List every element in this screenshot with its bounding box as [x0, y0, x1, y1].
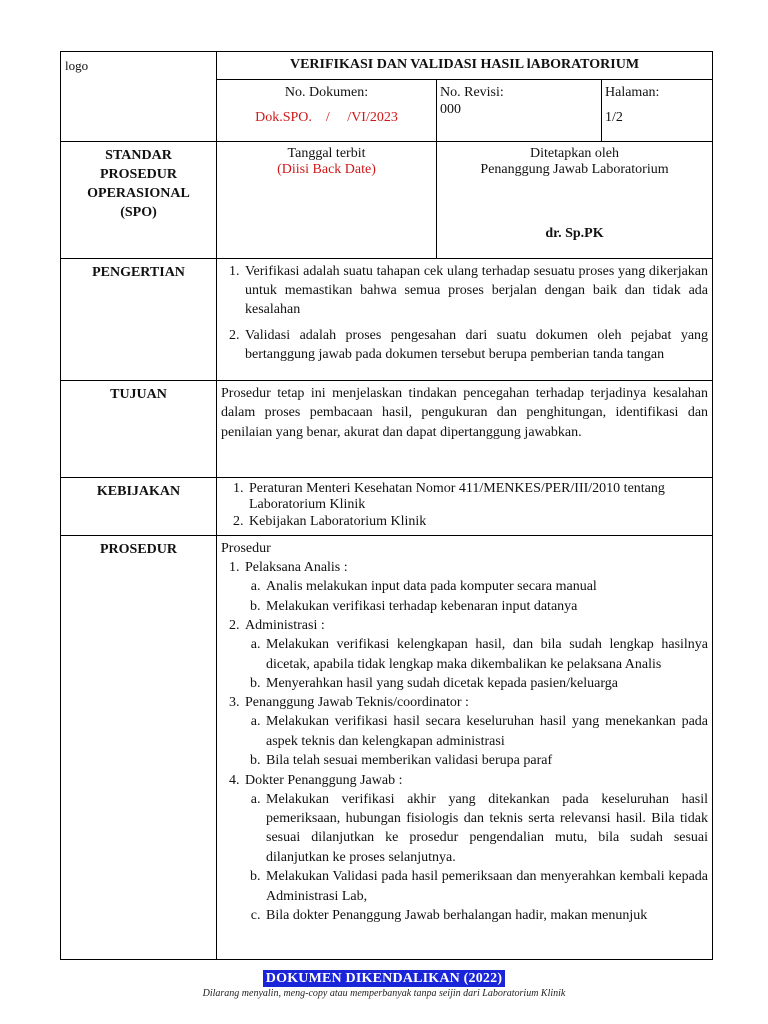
- step-title: Pelaksana Analis :: [245, 560, 348, 576]
- no-dokumen-label: No. Dokumen:: [284, 85, 369, 100]
- tujuan-content: [217, 381, 713, 478]
- spo-label-line: OPERASIONAL: [87, 186, 190, 201]
- tanggal-terbit-value: (Diisi Back Date): [277, 162, 376, 177]
- substep: a. Melakukan verifikasi akhir yang ditekankan pada keseluruhan hasil pemeriksaan, hubungan fisiologis dan teknis serta relevansi hasil. Bila tidak sesuai dilanjutkan ke prosedur pengendalian mutu, bila sudah sesuai dilanjutkan ke proses selanjutnya.: [264, 790, 708, 868]
- spo-label-line: PROSEDUR: [99, 167, 177, 182]
- footer-note: Dilarang menyalin, meng-copy atau memperbanyak tanpa seijin dari Laboratorium Klinik: [202, 988, 566, 999]
- list-item: 1. Peraturan Menteri Kesehatan Nomor 411/MENKES/PER/III/2010 tentang Laboratorium Klinik: [247, 481, 708, 513]
- tujuan-label-cell: [61, 381, 217, 478]
- document-title: VERIFIKASI DAN VALIDASI HASIL lABORATORIUM: [289, 57, 640, 72]
- spo-label-line: STANDAR: [105, 148, 172, 163]
- prosedur-label: PROSEDUR: [99, 542, 177, 557]
- spo-label: [61, 142, 216, 222]
- ditetapkan-value: Penanggung Jawab Laboratorium: [480, 162, 669, 177]
- pengertian-label: PENGERTIAN: [92, 265, 185, 280]
- ditetapkan-label: Ditetapkan oleh: [530, 146, 620, 161]
- substep-list: [245, 635, 708, 693]
- substep-list: [245, 790, 708, 926]
- prosedur-step: [243, 693, 708, 770]
- list-item: 2. Kebijakan Laboratorium Klinik: [247, 513, 708, 531]
- prosedur-intro: Prosedur: [221, 541, 271, 556]
- no-revisi-label: No. Revisi:: [440, 85, 504, 100]
- list-item: 2. Validasi adalah proses pengesahan dari suatu dokumen oleh pejabat yang bertanggung jawab pada dokumen tersebut berupa pemberian tanda tangan: [243, 326, 708, 364]
- substep: b. Melakukan verifikasi terhadap kebenaran input datanya: [264, 597, 708, 616]
- substep: c. Bila dokter Penanggung Jawab berhalangan hadir, makan menunjuk: [264, 906, 708, 925]
- no-dokumen-cell: [217, 80, 437, 142]
- prosedur-steps: [221, 558, 708, 925]
- list-item: 1. Verifikasi adalah suatu tahapan cek ulang terhadap sesuatu proses yang dikerjakan untuk memastikan bahwa semua proses berjalan dengan baik dan tidak ada kesalahan: [243, 262, 708, 319]
- substep: a. Analis melakukan input data pada komputer secara manual: [264, 577, 708, 596]
- title-cell: [217, 52, 713, 80]
- substep: b. Melakukan Validasi pada hasil pemeriksaan dan menyerahkan kembali kepada Administrasi Lab,: [264, 867, 708, 906]
- no-revisi-value: 000: [440, 102, 461, 117]
- signatory: dr. Sp.PK: [545, 226, 604, 241]
- no-dokumen-value: Dok.SPO. / /VI/2023: [255, 110, 398, 125]
- ditetapkan-cell: [437, 142, 713, 259]
- tujuan-label: TUJUAN: [110, 387, 167, 402]
- pengertian-list: [221, 262, 708, 364]
- prosedur-label-cell: [61, 536, 217, 960]
- spo-table: [60, 51, 713, 960]
- logo: logo: [65, 58, 89, 73]
- substep-list: [245, 712, 708, 770]
- substep: a. Melakukan verifikasi hasil secara keseluruhan hasil yang menekankan pada aspek teknis dan kelengkapan administrasi: [264, 712, 708, 751]
- kebijakan-content: [217, 478, 713, 536]
- tanggal-terbit-cell: [217, 142, 437, 259]
- kebijakan-label-cell: [61, 478, 217, 536]
- step-title: Dokter Penanggung Jawab :: [245, 772, 403, 788]
- substep: b. Menyerahkan hasil yang sudah dicetak kepada pasien/keluarga: [264, 674, 708, 693]
- footer-title: DOKUMEN DIKENDALIKAN (2022): [263, 970, 505, 987]
- substep-list: [245, 577, 708, 616]
- halaman-cell: [602, 80, 713, 142]
- prosedur-step: [243, 616, 708, 693]
- tanggal-terbit-label: Tanggal terbit: [287, 146, 366, 161]
- logo-cell: [61, 52, 217, 142]
- pengertian-content: [217, 259, 713, 381]
- prosedur-step: [243, 771, 708, 926]
- halaman-value: 1/2: [605, 110, 623, 125]
- pengertian-label-cell: [61, 259, 217, 381]
- spo-label-line: (SPO): [120, 205, 157, 220]
- prosedur-content: [217, 536, 713, 960]
- prosedur-step: [243, 558, 708, 616]
- kebijakan-list: [223, 481, 708, 531]
- halaman-label: Halaman:: [605, 85, 660, 100]
- no-revisi-cell: [437, 80, 602, 142]
- spo-document: [60, 51, 712, 960]
- step-title: Penanggung Jawab Teknis/coordinator :: [245, 695, 469, 711]
- footer: [0, 970, 768, 987]
- substep: b. Bila telah sesuai memberikan validasi berupa paraf: [264, 751, 708, 770]
- tujuan-text: Prosedur tetap ini menjelaskan tindakan pencegahan terhadap terjadinya kesalahan dalam proses pembacaan hasil, pengukuran dan penghitungan, identifikasi dan penilaian yang benar, akurat dan dapat dipertanggung jawabkan.: [221, 386, 709, 440]
- step-title: Administrasi :: [245, 618, 325, 634]
- substep: a. Melakukan verifikasi kelengkapan hasil, dan bila sudah lengkap hasilnya dicetak, apabila tidak lengkap maka dikembalikan ke pelaksana Analis: [264, 635, 708, 674]
- spo-label-cell: [61, 142, 217, 259]
- kebijakan-label: KEBIJAKAN: [96, 484, 181, 499]
